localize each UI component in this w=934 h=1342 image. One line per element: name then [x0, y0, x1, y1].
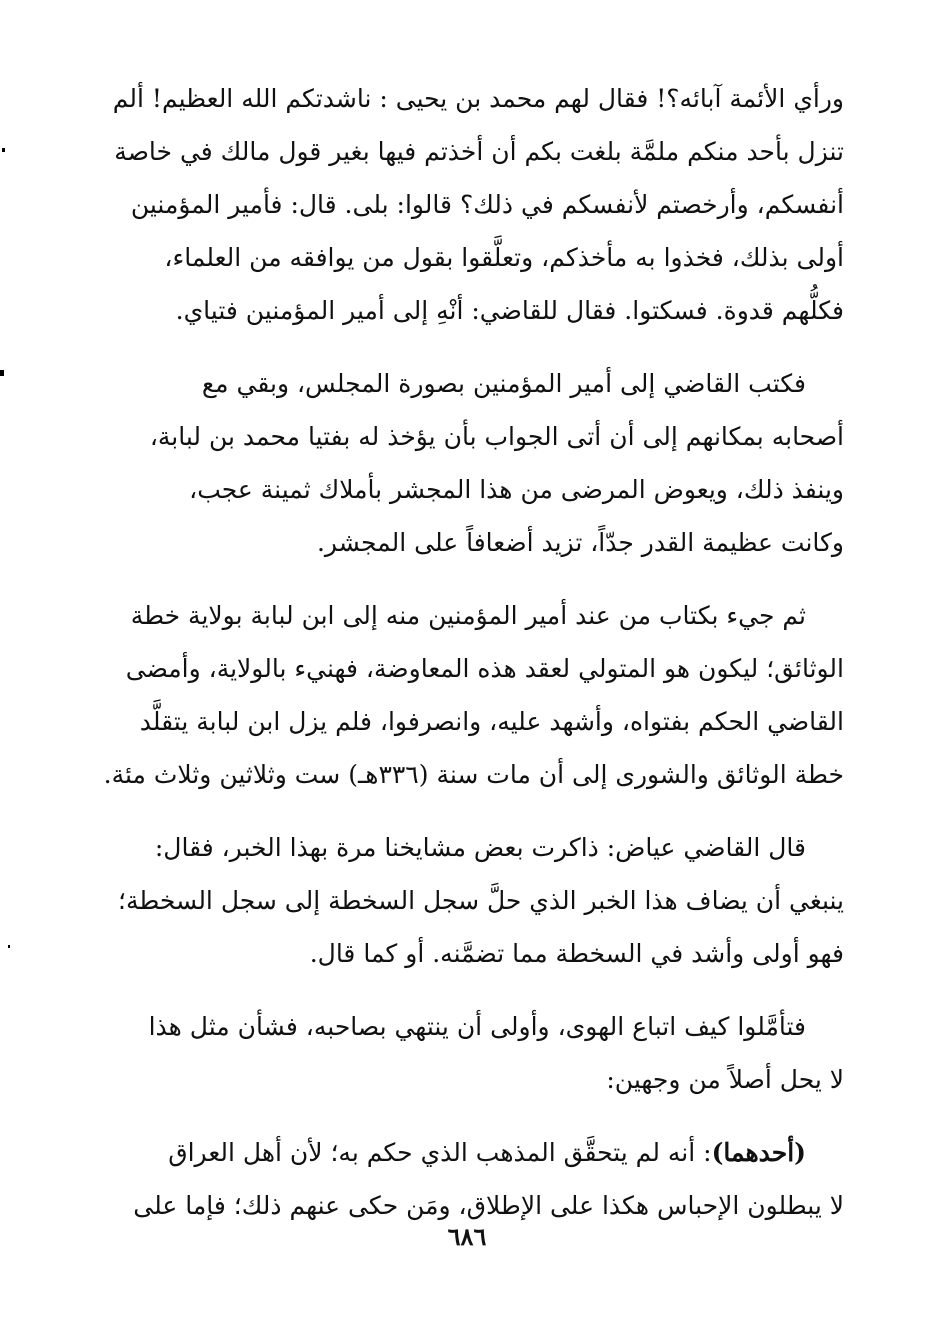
text-line: ثم جيء بكتاب من عند أمير المؤمنين منه إلى ابن لبابة بولاية خطة	[130, 601, 806, 630]
paragraph	[100, 821, 844, 980]
paragraph	[100, 72, 844, 337]
text-line: وكانت عظيمة القدر جدّاً، تزيد أضعافاً على المجشر.	[316, 528, 844, 557]
text-line: تنزل بأحد منكم ملمَّة بلغت بكم أن أخذتم فيها بغير قول مالك في خاصة	[114, 137, 844, 166]
text-line: خطة الوثائق والشورى إلى أن مات سنة (٣٣٦هـ) ست وثلاثين وثلاث مئة.	[103, 760, 844, 789]
bold-heading: (أحدهما)	[711, 1138, 806, 1167]
text-line: فكتب القاضي إلى أمير المؤمنين بصورة المجلس، وبقي مع	[201, 369, 806, 398]
text-line: أولى بذلك، فخذوا به مأخذكم، وتعلَّقوا بقول من يوافقه من العلماء،	[164, 243, 844, 272]
text-line: أنفسكم، وأرخصتم لأنفسكم في ذلك؟ قالوا: بلى. قال: فأمير المؤمنين	[130, 190, 844, 219]
paragraph	[100, 1126, 844, 1232]
margin-mark	[0, 370, 4, 376]
paragraph	[100, 357, 844, 569]
page-body	[100, 72, 844, 1252]
text-line: فهو أولى وأشد في السخطة مما تضمَّنه. أو كما قال.	[309, 939, 844, 968]
margin-mark	[2, 148, 5, 152]
text-line: لا يبطلون الإحباس هكذا على الإطلاق، ومَن حكى عنهم ذلك؛ فإما على	[133, 1191, 844, 1220]
text-line: أصحابه بمكانهم إلى أن أتى الجواب بأن يؤخذ له بفتيا محمد بن لبابة،	[149, 422, 844, 451]
page-number: ٦٨٦	[447, 1222, 487, 1251]
text-line: ينبغي أن يضاف هذا الخبر الذي حلَّ سجل السخطة إلى سجل السخطة؛	[118, 886, 844, 915]
paragraph	[100, 1000, 844, 1106]
text-line	[100, 1126, 844, 1179]
text-line: وينفذ ذلك، ويعوض المرضى من هذا المجشر بأملاك ثمينة عجب،	[189, 475, 844, 504]
margin-mark	[8, 945, 10, 948]
text-line: القاضي الحكم بفتواه، وأشهد عليه، وانصرفوا، فلم يزل ابن لبابة يتقلَّد	[139, 707, 844, 736]
text-run: : أنه لم يتحقَّق المذهب الذي حكم به؛ لأن أهل العراق	[168, 1138, 712, 1167]
text-line: قال القاضي عياض: ذاكرت بعض مشايخنا مرة بهذا الخبر، فقال:	[154, 833, 806, 862]
text-line: الوثائق؛ ليكون هو المتولي لعقد هذه المعاوضة، فهنيء بالولاية، وأمضى	[125, 654, 844, 683]
text-line: فكلُّهم قدوة. فسكتوا. فقال للقاضي: أنْهِ إلى أمير المؤمنين فتياي.	[175, 296, 844, 325]
paragraph	[100, 589, 844, 801]
text-line: لا يحل أصلاً من وجهين:	[606, 1065, 844, 1094]
text-line: ورأي الأئمة آبائه؟! فقال لهم محمد بن يحيى : ناشدتكم الله العظيم! ألم	[112, 84, 844, 113]
text-line: فتأمَّلوا كيف اتباع الهوى، وأولى أن ينتهي بصاحبه، فشأن مثل هذا	[148, 1012, 806, 1041]
